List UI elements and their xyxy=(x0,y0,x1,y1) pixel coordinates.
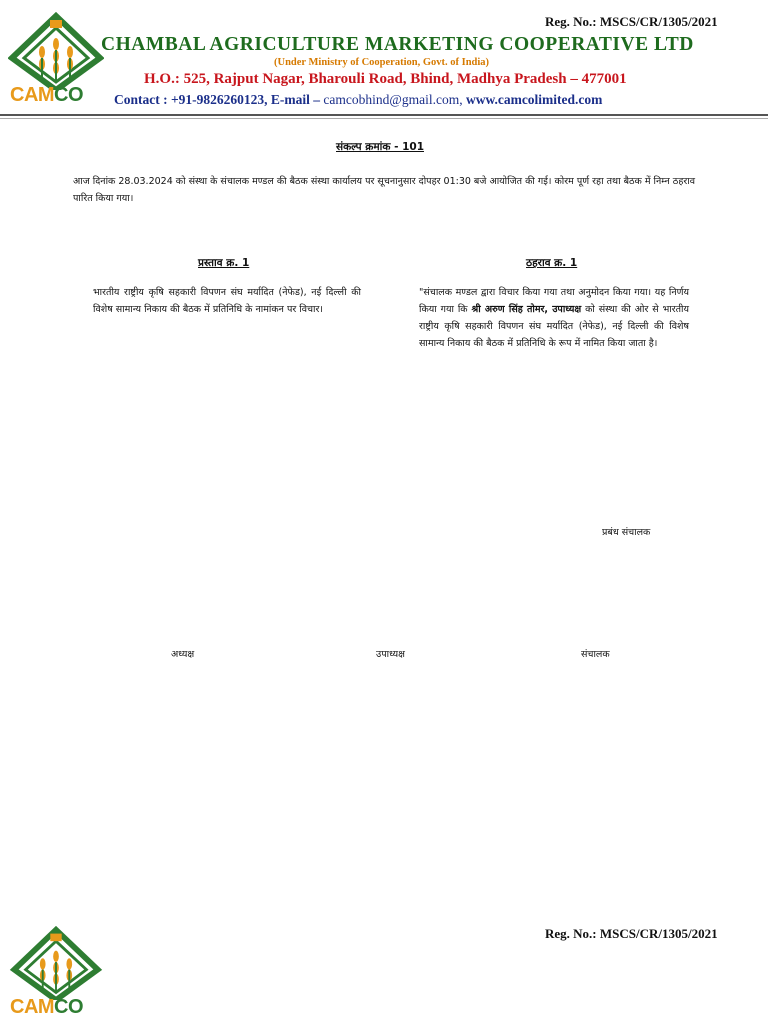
logo-wordmark-footer xyxy=(10,996,83,1019)
contact-email[interactable]: camcobhind@gmail.com, xyxy=(323,92,463,107)
contact-website[interactable]: www.camcolimited.com xyxy=(465,92,603,107)
proposal-heading: प्रस्ताव क्र. 1 xyxy=(198,257,250,269)
resolution-text xyxy=(419,284,689,352)
footer-reg-no: Reg. No.: MSCS/CR/1305/2021 xyxy=(545,926,718,941)
nominee-name: श्री अरुण सिंह तोमर, उपाध्यक्ष xyxy=(471,304,582,315)
header-reg-no: Reg. No.: MSCS/CR/1305/2021 xyxy=(545,14,718,29)
org-contact xyxy=(114,92,602,108)
proposal-text: भारतीय राष्ट्रीय कृषि सहकारी विपणन संघ मर्यादित (नेफेड), नई दिल्ली की विशेष सामान्य निकाय की बैठक में प्रतिनिधि के नामांकन पर विचार। xyxy=(93,287,361,315)
org-subtitle: (Under Ministry of Cooperation, Govt. of India) xyxy=(274,57,490,68)
logo-co: CO xyxy=(54,84,84,106)
logo-wordmark xyxy=(10,84,83,107)
camco-logo-footer xyxy=(8,926,104,1022)
wheat-diamond-icon xyxy=(8,12,104,90)
signature-managing-director: प्रबंध संचालक xyxy=(602,527,651,538)
org-name: CHAMBAL AGRICULTURE MARKETING COOPERATIVE LTD xyxy=(101,34,694,55)
header-divider-thin xyxy=(0,118,768,119)
signature-chairman: अध्यक्ष xyxy=(171,649,195,660)
resolution-text-start: "संचालक मण्डल द्वारा विचार किया गया तथा अनुमोदन किया गया। यह निर्णय किया गया कि xyxy=(419,287,689,315)
resolution-number-title: संकल्प क्रमांक - 101 xyxy=(336,141,424,153)
org-address: H.O.: 525, Rajput Nagar, Bharouli Road, Bhind, Madhya Pradesh – 477001 xyxy=(144,71,627,87)
resolution-text-end: को संस्था की ओर से भारतीय राष्ट्रीय कृषि सहकारी विपणन संघ मर्यादित (नेफेड), नई दिल्ली की विशेष सामान्य निकाय की बैठक में प्रतिनिधि के रूप में नामित किया जाता है। xyxy=(419,304,689,349)
header-divider xyxy=(0,114,768,116)
logo-cam: CAM xyxy=(10,84,55,106)
logo-co: CO xyxy=(54,996,84,1018)
wheat-diamond-icon xyxy=(8,926,104,1000)
meeting-intro: आज दिनांक 28.03.2024 को संस्था के संचालक मण्डल की बैठक संस्था कार्यालय पर सूचनानुसार दोपहर 01:30 बजे आयोजित की गई। कोरम पूर्ण रहा तथा बैठक में निम्न ठहराव पारित किया गया। xyxy=(73,176,695,204)
resolution-heading: ठहराव क्र. 1 xyxy=(526,257,578,269)
signature-director: संचालक xyxy=(581,649,610,660)
contact-phone: Contact : +91-9826260123, E-mail – xyxy=(114,92,321,107)
logo-cam: CAM xyxy=(10,996,55,1018)
camco-logo xyxy=(8,12,104,108)
signature-vice-chairman: उपाध्यक्ष xyxy=(376,649,405,660)
